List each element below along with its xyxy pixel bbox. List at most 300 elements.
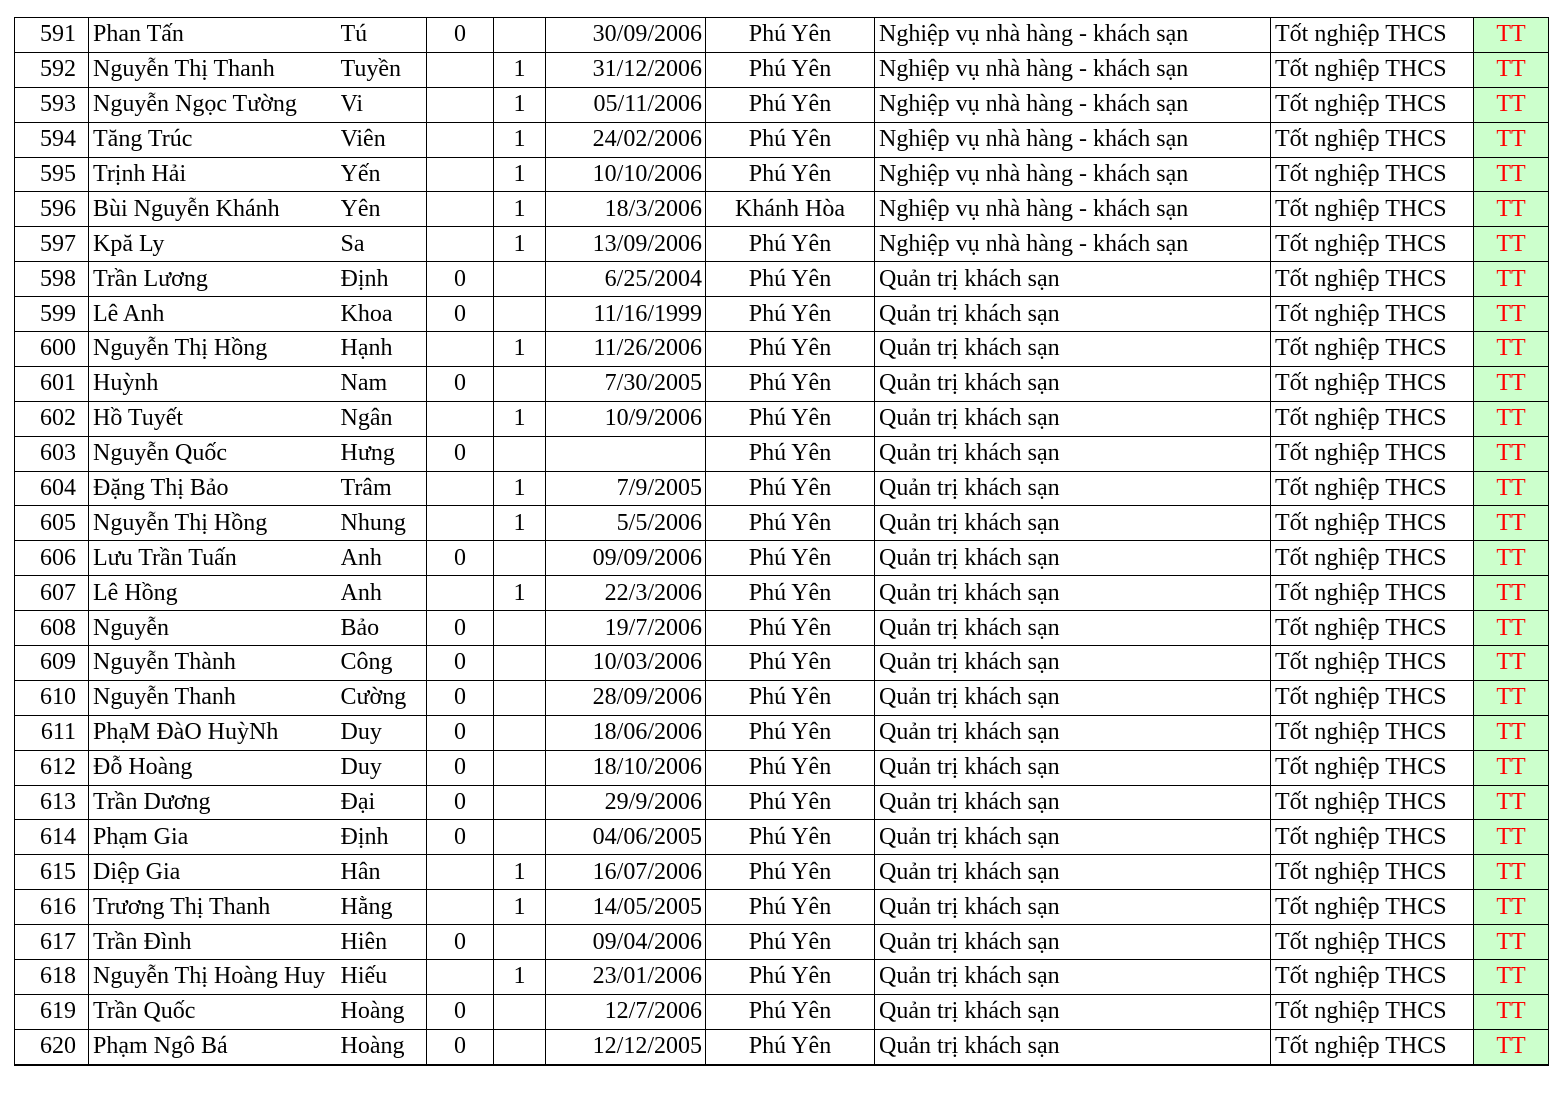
given-name: Đại xyxy=(341,785,427,820)
result-badge: TT xyxy=(1474,297,1549,332)
major: Quản trị khách sạn xyxy=(875,471,1271,506)
family-name: Diệp Gia xyxy=(89,855,341,890)
family-name: Nguyễn Thanh xyxy=(89,680,341,715)
hometown: Phú Yên xyxy=(706,52,875,87)
female-flag: 1 xyxy=(494,122,546,157)
table-row xyxy=(15,960,1549,995)
hometown: Phú Yên xyxy=(706,750,875,785)
given-name: Hằng xyxy=(341,890,427,925)
hometown: Phú Yên xyxy=(706,436,875,471)
given-name: Cường xyxy=(341,680,427,715)
row-number: 620 xyxy=(15,1029,89,1064)
female-flag: 1 xyxy=(494,401,546,436)
row-number: 616 xyxy=(15,890,89,925)
male-flag xyxy=(427,855,494,890)
result-badge: TT xyxy=(1474,332,1549,367)
family-name: Đỗ Hoàng xyxy=(89,750,341,785)
given-name: Hoàng xyxy=(341,994,427,1029)
date-of-birth: 09/04/2006 xyxy=(546,925,706,960)
table-row xyxy=(15,715,1549,750)
major: Quản trị khách sạn xyxy=(875,994,1271,1029)
date-of-birth: 10/03/2006 xyxy=(546,646,706,681)
male-flag: 0 xyxy=(427,541,494,576)
result-badge: TT xyxy=(1474,52,1549,87)
table-row xyxy=(15,436,1549,471)
hometown: Phú Yên xyxy=(706,855,875,890)
male-flag xyxy=(427,506,494,541)
table-row xyxy=(15,297,1549,332)
date-of-birth: 14/05/2005 xyxy=(546,890,706,925)
hometown: Phú Yên xyxy=(706,471,875,506)
student-list-table xyxy=(14,17,1549,1066)
male-flag xyxy=(427,890,494,925)
given-name: Hiếu xyxy=(341,960,427,995)
table-row xyxy=(15,332,1549,367)
given-name: Khoa xyxy=(341,297,427,332)
family-name: Huỳnh xyxy=(89,366,341,401)
male-flag: 0 xyxy=(427,1029,494,1064)
major: Quản trị khách sạn xyxy=(875,297,1271,332)
female-flag: 1 xyxy=(494,192,546,227)
male-flag xyxy=(427,227,494,262)
education-level: Tốt nghiệp THCS xyxy=(1271,994,1474,1029)
family-name: Nguyễn Thị Hồng xyxy=(89,506,341,541)
result-badge: TT xyxy=(1474,1029,1549,1064)
row-number: 597 xyxy=(15,227,89,262)
table-row xyxy=(15,262,1549,297)
family-name: Bùi Nguyễn Khánh xyxy=(89,192,341,227)
row-number: 614 xyxy=(15,820,89,855)
education-level: Tốt nghiệp THCS xyxy=(1271,471,1474,506)
date-of-birth: 12/7/2006 xyxy=(546,994,706,1029)
date-of-birth: 10/10/2006 xyxy=(546,157,706,192)
row-number: 605 xyxy=(15,506,89,541)
education-level: Tốt nghiệp THCS xyxy=(1271,332,1474,367)
result-badge: TT xyxy=(1474,960,1549,995)
table-row xyxy=(15,820,1549,855)
family-name: Nguyễn Thị Hoàng Huy xyxy=(89,960,341,995)
female-flag: 1 xyxy=(494,506,546,541)
family-name: Trần Dương xyxy=(89,785,341,820)
male-flag xyxy=(427,960,494,995)
row-number: 600 xyxy=(15,332,89,367)
table-row xyxy=(15,506,1549,541)
male-flag xyxy=(427,332,494,367)
female-flag: 1 xyxy=(494,87,546,122)
hometown: Phú Yên xyxy=(706,994,875,1029)
family-name: Nguyễn Thành xyxy=(89,646,341,681)
family-name: Trần Đình xyxy=(89,925,341,960)
female-flag xyxy=(494,715,546,750)
table-row xyxy=(15,471,1549,506)
given-name: Yên xyxy=(341,192,427,227)
female-flag xyxy=(494,820,546,855)
result-badge: TT xyxy=(1474,87,1549,122)
given-name: Hạnh xyxy=(341,332,427,367)
hometown: Phú Yên xyxy=(706,401,875,436)
family-name: Kpă Ly xyxy=(89,227,341,262)
given-name: Nhung xyxy=(341,506,427,541)
given-name: Vi xyxy=(341,87,427,122)
education-level: Tốt nghiệp THCS xyxy=(1271,262,1474,297)
row-number: 598 xyxy=(15,262,89,297)
table-row xyxy=(15,1029,1549,1064)
hometown: Phú Yên xyxy=(706,297,875,332)
education-level: Tốt nghiệp THCS xyxy=(1271,785,1474,820)
row-number: 613 xyxy=(15,785,89,820)
result-badge: TT xyxy=(1474,925,1549,960)
major: Quản trị khách sạn xyxy=(875,855,1271,890)
female-flag: 1 xyxy=(494,576,546,611)
date-of-birth: 29/9/2006 xyxy=(546,785,706,820)
male-flag: 0 xyxy=(427,18,494,53)
date-of-birth: 09/09/2006 xyxy=(546,541,706,576)
result-badge: TT xyxy=(1474,715,1549,750)
education-level: Tốt nghiệp THCS xyxy=(1271,646,1474,681)
hometown: Phú Yên xyxy=(706,227,875,262)
female-flag: 1 xyxy=(494,52,546,87)
education-level: Tốt nghiệp THCS xyxy=(1271,576,1474,611)
male-flag: 0 xyxy=(427,750,494,785)
female-flag xyxy=(494,611,546,646)
female-flag xyxy=(494,297,546,332)
family-name: Lê Anh xyxy=(89,297,341,332)
female-flag: 1 xyxy=(494,227,546,262)
major: Quản trị khách sạn xyxy=(875,506,1271,541)
row-number: 612 xyxy=(15,750,89,785)
family-name: Trần Lương xyxy=(89,262,341,297)
education-level: Tốt nghiệp THCS xyxy=(1271,18,1474,53)
date-of-birth: 31/12/2006 xyxy=(546,52,706,87)
male-flag xyxy=(427,471,494,506)
education-level: Tốt nghiệp THCS xyxy=(1271,1029,1474,1064)
education-level: Tốt nghiệp THCS xyxy=(1271,541,1474,576)
hometown: Khánh Hòa xyxy=(706,192,875,227)
family-name: Trịnh Hải xyxy=(89,157,341,192)
date-of-birth: 12/12/2005 xyxy=(546,1029,706,1064)
female-flag xyxy=(494,541,546,576)
education-level: Tốt nghiệp THCS xyxy=(1271,297,1474,332)
hometown: Phú Yên xyxy=(706,366,875,401)
date-of-birth: 19/7/2006 xyxy=(546,611,706,646)
female-flag xyxy=(494,18,546,53)
table-row xyxy=(15,541,1549,576)
given-name: Yến xyxy=(341,157,427,192)
row-number: 608 xyxy=(15,611,89,646)
female-flag xyxy=(494,785,546,820)
date-of-birth: 18/3/2006 xyxy=(546,192,706,227)
female-flag xyxy=(494,366,546,401)
family-name: Phan Tấn xyxy=(89,18,341,53)
female-flag: 1 xyxy=(494,890,546,925)
education-level: Tốt nghiệp THCS xyxy=(1271,436,1474,471)
table-row xyxy=(15,994,1549,1029)
date-of-birth: 11/26/2006 xyxy=(546,332,706,367)
male-flag: 0 xyxy=(427,611,494,646)
hometown: Phú Yên xyxy=(706,1029,875,1064)
education-level: Tốt nghiệp THCS xyxy=(1271,680,1474,715)
male-flag: 0 xyxy=(427,925,494,960)
male-flag xyxy=(427,87,494,122)
given-name: Hưng xyxy=(341,436,427,471)
given-name: Hân xyxy=(341,855,427,890)
major: Quản trị khách sạn xyxy=(875,401,1271,436)
table-row xyxy=(15,611,1549,646)
row-number: 601 xyxy=(15,366,89,401)
major: Quản trị khách sạn xyxy=(875,785,1271,820)
female-flag xyxy=(494,646,546,681)
major: Quản trị khách sạn xyxy=(875,332,1271,367)
education-level: Tốt nghiệp THCS xyxy=(1271,890,1474,925)
education-level: Tốt nghiệp THCS xyxy=(1271,366,1474,401)
table-row xyxy=(15,87,1549,122)
given-name: Duy xyxy=(341,715,427,750)
major: Quản trị khách sạn xyxy=(875,646,1271,681)
female-flag: 1 xyxy=(494,960,546,995)
result-badge: TT xyxy=(1474,157,1549,192)
hometown: Phú Yên xyxy=(706,785,875,820)
education-level: Tốt nghiệp THCS xyxy=(1271,611,1474,646)
education-level: Tốt nghiệp THCS xyxy=(1271,750,1474,785)
major: Quản trị khách sạn xyxy=(875,820,1271,855)
table-row xyxy=(15,18,1549,53)
row-number: 611 xyxy=(15,715,89,750)
row-number: 609 xyxy=(15,646,89,681)
date-of-birth: 18/10/2006 xyxy=(546,750,706,785)
table-row xyxy=(15,855,1549,890)
given-name: Công xyxy=(341,646,427,681)
female-flag xyxy=(494,436,546,471)
hometown: Phú Yên xyxy=(706,506,875,541)
date-of-birth: 7/9/2005 xyxy=(546,471,706,506)
given-name: Hoàng xyxy=(341,1029,427,1064)
date-of-birth: 05/11/2006 xyxy=(546,87,706,122)
row-number: 615 xyxy=(15,855,89,890)
result-badge: TT xyxy=(1474,401,1549,436)
given-name: Hiên xyxy=(341,925,427,960)
given-name: Tú xyxy=(341,18,427,53)
result-badge: TT xyxy=(1474,471,1549,506)
hometown: Phú Yên xyxy=(706,611,875,646)
result-badge: TT xyxy=(1474,820,1549,855)
female-flag: 1 xyxy=(494,471,546,506)
family-name: Nguyễn Thị Hồng xyxy=(89,332,341,367)
date-of-birth: 10/9/2006 xyxy=(546,401,706,436)
given-name: Nam xyxy=(341,366,427,401)
hometown: Phú Yên xyxy=(706,18,875,53)
row-number: 595 xyxy=(15,157,89,192)
row-number: 607 xyxy=(15,576,89,611)
row-number: 606 xyxy=(15,541,89,576)
hometown: Phú Yên xyxy=(706,960,875,995)
row-number: 591 xyxy=(15,18,89,53)
row-number: 604 xyxy=(15,471,89,506)
family-name: Hồ Tuyết xyxy=(89,401,341,436)
given-name: Định xyxy=(341,262,427,297)
education-level: Tốt nghiệp THCS xyxy=(1271,87,1474,122)
date-of-birth: 18/06/2006 xyxy=(546,715,706,750)
result-badge: TT xyxy=(1474,122,1549,157)
hometown: Phú Yên xyxy=(706,157,875,192)
result-badge: TT xyxy=(1474,192,1549,227)
row-number: 593 xyxy=(15,87,89,122)
education-level: Tốt nghiệp THCS xyxy=(1271,820,1474,855)
education-level: Tốt nghiệp THCS xyxy=(1271,925,1474,960)
row-number: 619 xyxy=(15,994,89,1029)
hometown: Phú Yên xyxy=(706,820,875,855)
male-flag xyxy=(427,52,494,87)
family-name: Nguyễn xyxy=(89,611,341,646)
table-row xyxy=(15,750,1549,785)
hometown: Phú Yên xyxy=(706,715,875,750)
hometown: Phú Yên xyxy=(706,890,875,925)
male-flag: 0 xyxy=(427,715,494,750)
given-name: Sa xyxy=(341,227,427,262)
row-number: 618 xyxy=(15,960,89,995)
date-of-birth: 16/07/2006 xyxy=(546,855,706,890)
result-badge: TT xyxy=(1474,436,1549,471)
major: Nghiệp vụ nhà hàng - khách sạn xyxy=(875,157,1271,192)
result-badge: TT xyxy=(1474,18,1549,53)
table-row xyxy=(15,785,1549,820)
date-of-birth: 22/3/2006 xyxy=(546,576,706,611)
table-body xyxy=(15,18,1549,1065)
major: Quản trị khách sạn xyxy=(875,1029,1271,1064)
female-flag: 1 xyxy=(494,855,546,890)
hometown: Phú Yên xyxy=(706,646,875,681)
row-number: 603 xyxy=(15,436,89,471)
result-badge: TT xyxy=(1474,541,1549,576)
hometown: Phú Yên xyxy=(706,925,875,960)
given-name: Anh xyxy=(341,541,427,576)
education-level: Tốt nghiệp THCS xyxy=(1271,157,1474,192)
date-of-birth: 6/25/2004 xyxy=(546,262,706,297)
given-name: Ngân xyxy=(341,401,427,436)
table-row xyxy=(15,401,1549,436)
education-level: Tốt nghiệp THCS xyxy=(1271,227,1474,262)
result-badge: TT xyxy=(1474,646,1549,681)
hometown: Phú Yên xyxy=(706,87,875,122)
major: Nghiệp vụ nhà hàng - khách sạn xyxy=(875,192,1271,227)
male-flag: 0 xyxy=(427,262,494,297)
male-flag: 0 xyxy=(427,680,494,715)
family-name: Nguyễn Quốc xyxy=(89,436,341,471)
male-flag: 0 xyxy=(427,297,494,332)
date-of-birth: 23/01/2006 xyxy=(546,960,706,995)
family-name: Phạm Gia xyxy=(89,820,341,855)
given-name: Tuyền xyxy=(341,52,427,87)
education-level: Tốt nghiệp THCS xyxy=(1271,401,1474,436)
result-badge: TT xyxy=(1474,506,1549,541)
major: Nghiệp vụ nhà hàng - khách sạn xyxy=(875,52,1271,87)
date-of-birth: 7/30/2005 xyxy=(546,366,706,401)
family-name: Tăng Trúc xyxy=(89,122,341,157)
hometown: Phú Yên xyxy=(706,576,875,611)
family-name: Trương Thị Thanh xyxy=(89,890,341,925)
hometown: Phú Yên xyxy=(706,541,875,576)
table-row xyxy=(15,680,1549,715)
major: Quản trị khách sạn xyxy=(875,750,1271,785)
row-number: 617 xyxy=(15,925,89,960)
given-name: Định xyxy=(341,820,427,855)
table-row xyxy=(15,52,1549,87)
result-badge: TT xyxy=(1474,262,1549,297)
date-of-birth: 28/09/2006 xyxy=(546,680,706,715)
date-of-birth: 04/06/2005 xyxy=(546,820,706,855)
row-number: 610 xyxy=(15,680,89,715)
family-name: Lưu Trần Tuấn xyxy=(89,541,341,576)
result-badge: TT xyxy=(1474,785,1549,820)
row-number: 596 xyxy=(15,192,89,227)
date-of-birth: 13/09/2006 xyxy=(546,227,706,262)
hometown: Phú Yên xyxy=(706,262,875,297)
female-flag xyxy=(494,1029,546,1064)
major: Quản trị khách sạn xyxy=(875,715,1271,750)
male-flag: 0 xyxy=(427,820,494,855)
date-of-birth: 5/5/2006 xyxy=(546,506,706,541)
table-row xyxy=(15,157,1549,192)
male-flag xyxy=(427,576,494,611)
family-name: Lê Hồng xyxy=(89,576,341,611)
major: Quản trị khách sạn xyxy=(875,576,1271,611)
row-number: 602 xyxy=(15,401,89,436)
education-level: Tốt nghiệp THCS xyxy=(1271,52,1474,87)
major: Quản trị khách sạn xyxy=(875,960,1271,995)
result-badge: TT xyxy=(1474,994,1549,1029)
result-badge: TT xyxy=(1474,576,1549,611)
result-badge: TT xyxy=(1474,227,1549,262)
male-flag: 0 xyxy=(427,994,494,1029)
date-of-birth: 24/02/2006 xyxy=(546,122,706,157)
major: Quản trị khách sạn xyxy=(875,611,1271,646)
major: Quản trị khách sạn xyxy=(875,366,1271,401)
result-badge: TT xyxy=(1474,890,1549,925)
major: Nghiệp vụ nhà hàng - khách sạn xyxy=(875,18,1271,53)
result-badge: TT xyxy=(1474,611,1549,646)
row-number: 592 xyxy=(15,52,89,87)
table-row xyxy=(15,646,1549,681)
major: Quản trị khách sạn xyxy=(875,925,1271,960)
row-number: 599 xyxy=(15,297,89,332)
date-of-birth: 30/09/2006 xyxy=(546,18,706,53)
given-name: Anh xyxy=(341,576,427,611)
education-level: Tốt nghiệp THCS xyxy=(1271,122,1474,157)
major: Quản trị khách sạn xyxy=(875,436,1271,471)
male-flag: 0 xyxy=(427,436,494,471)
major: Nghiệp vụ nhà hàng - khách sạn xyxy=(875,122,1271,157)
male-flag xyxy=(427,122,494,157)
female-flag xyxy=(494,994,546,1029)
hometown: Phú Yên xyxy=(706,122,875,157)
given-name: Duy xyxy=(341,750,427,785)
table-row xyxy=(15,122,1549,157)
hometown: Phú Yên xyxy=(706,680,875,715)
male-flag xyxy=(427,157,494,192)
education-level: Tốt nghiệp THCS xyxy=(1271,506,1474,541)
female-flag: 1 xyxy=(494,332,546,367)
female-flag xyxy=(494,262,546,297)
male-flag: 0 xyxy=(427,646,494,681)
female-flag xyxy=(494,750,546,785)
female-flag xyxy=(494,925,546,960)
major: Quản trị khách sạn xyxy=(875,890,1271,925)
family-name: PhạM ĐàO HuỳNh xyxy=(89,715,341,750)
result-badge: TT xyxy=(1474,366,1549,401)
date-of-birth xyxy=(546,436,706,471)
table-row xyxy=(15,890,1549,925)
male-flag: 0 xyxy=(427,366,494,401)
family-name: Đặng Thị Bảo xyxy=(89,471,341,506)
